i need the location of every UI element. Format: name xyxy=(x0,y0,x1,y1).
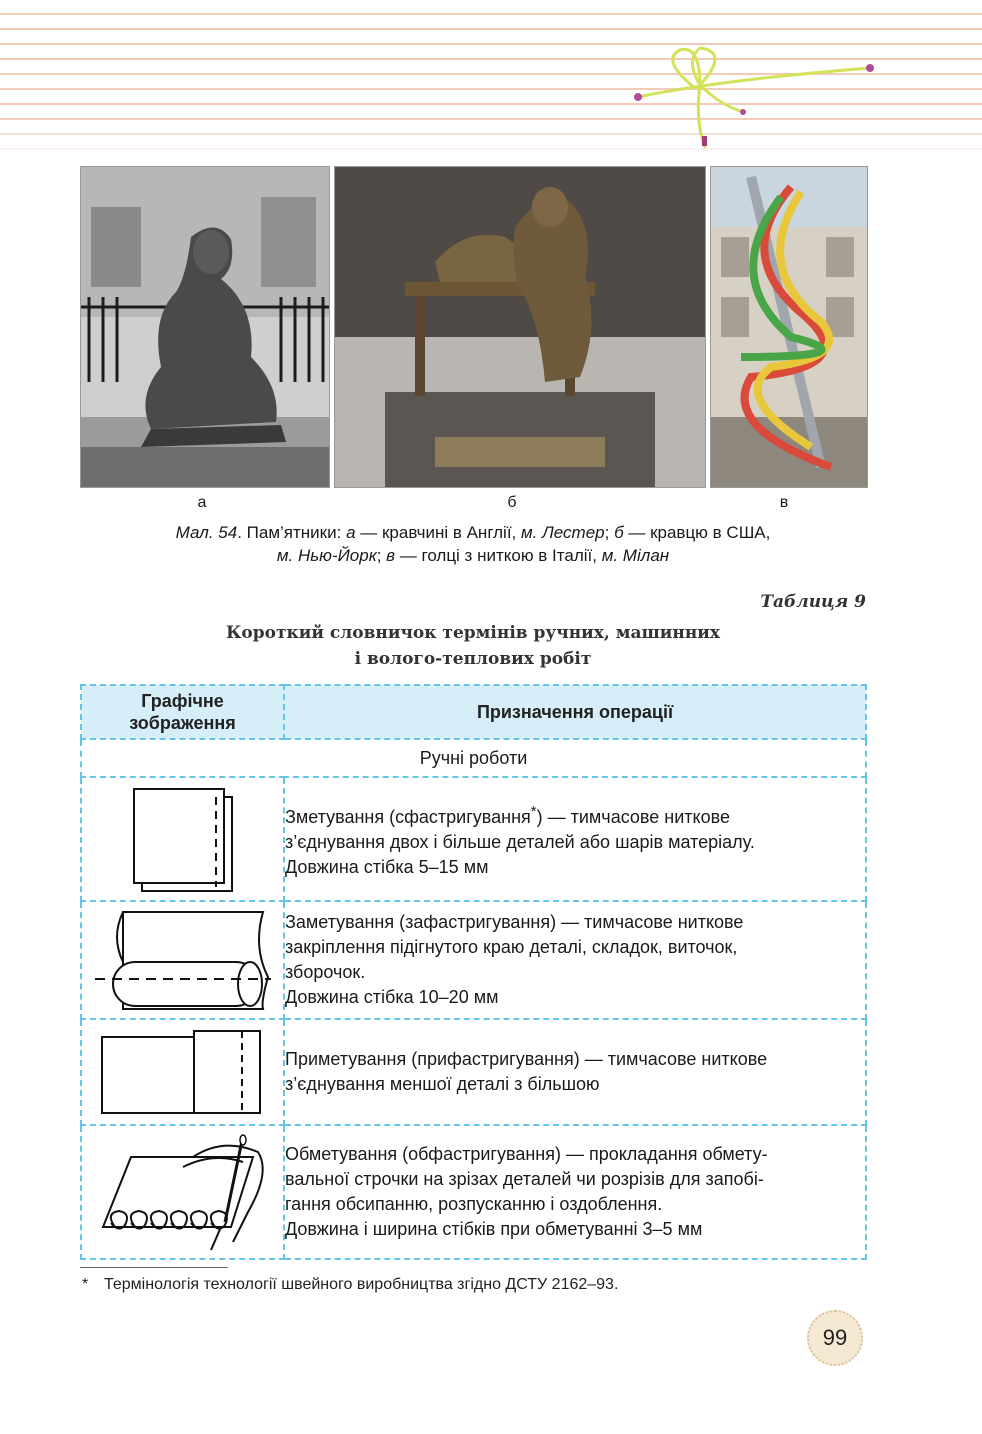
header-graphic-image: Графічне зображення xyxy=(81,685,284,739)
term-basting: Зметування (сфастригування xyxy=(285,806,531,827)
basting-icon xyxy=(128,783,238,895)
overcasting-icon xyxy=(93,1132,273,1252)
section-hand-work: Ручні роботи xyxy=(81,739,866,777)
tacking-icon xyxy=(98,1027,268,1117)
ribbon-bow-decoration xyxy=(600,40,900,155)
table-title: Короткий словничок термінів ручних, машинних і волого-теплових робіт xyxy=(225,623,721,669)
table-row: Обметування (обфастригування) — прокладання обмету- вальної строчки на зрізах деталей чи розрізів для запобі- гання обсипанню, розпусканню і оздоблення. Довжина і ширина стібків при обметуванні 3–5 мм xyxy=(81,1125,866,1259)
photo-label-b: б xyxy=(507,494,517,511)
term-overcasting: Обметування (обфастригування) — прокладання обмету- xyxy=(285,1144,768,1164)
photo-label-c: в xyxy=(779,494,789,511)
table-header-row xyxy=(81,685,866,739)
term-tacking: Приметування (прифастригування) — тимчасове ниткове xyxy=(285,1049,768,1069)
terms-table xyxy=(80,684,867,1260)
header-operation-purpose: Призначення операції xyxy=(284,685,866,739)
table-number: Таблиця 9 xyxy=(760,592,866,612)
section-row xyxy=(81,739,866,777)
footnote xyxy=(82,1276,618,1294)
photo-label-a: а xyxy=(197,494,207,511)
page-number: 99 xyxy=(807,1310,863,1366)
hemming-basting-icon xyxy=(93,907,273,1013)
needle-thread-monument-photo xyxy=(710,166,868,488)
seamstress-statue-photo xyxy=(80,166,330,488)
table-row: Приметування (прифастригування) — тимчасове ниткове з’єднування меншої деталі з більшою xyxy=(81,1019,866,1125)
term-hemming-basting: Заметування (зафастригування) — тимчасове ниткове xyxy=(285,912,744,932)
table-row: Зметування (сфастригування*) — тимчасове ниткове з’єднування двох і більше деталей або шарів матеріалу. Довжина стібка 5–15 мм xyxy=(81,777,866,901)
caption-label: Мал. 54 xyxy=(175,523,238,542)
footnote-marker: * xyxy=(82,1276,89,1293)
figure-caption: Мал. 54. Пам’ятники: а — кравчині в Англії, м. Лестер; б — кравцю в США, м. Нью-Йорк; в — голці з ниткою в Італії, м. Мілан xyxy=(175,523,771,565)
table-row: Заметування (зафастригування) — тимчасове ниткове закріплення підігнутого краю деталі, складок, виточок, зборочок. Довжина стібка 10–20 мм xyxy=(81,901,866,1019)
tailor-statue-photo xyxy=(334,166,706,488)
footnote-divider xyxy=(80,1267,228,1268)
footnote-text: Термінологія технології швейного виробництва згідно ДСТУ 2162–93. xyxy=(104,1276,619,1293)
